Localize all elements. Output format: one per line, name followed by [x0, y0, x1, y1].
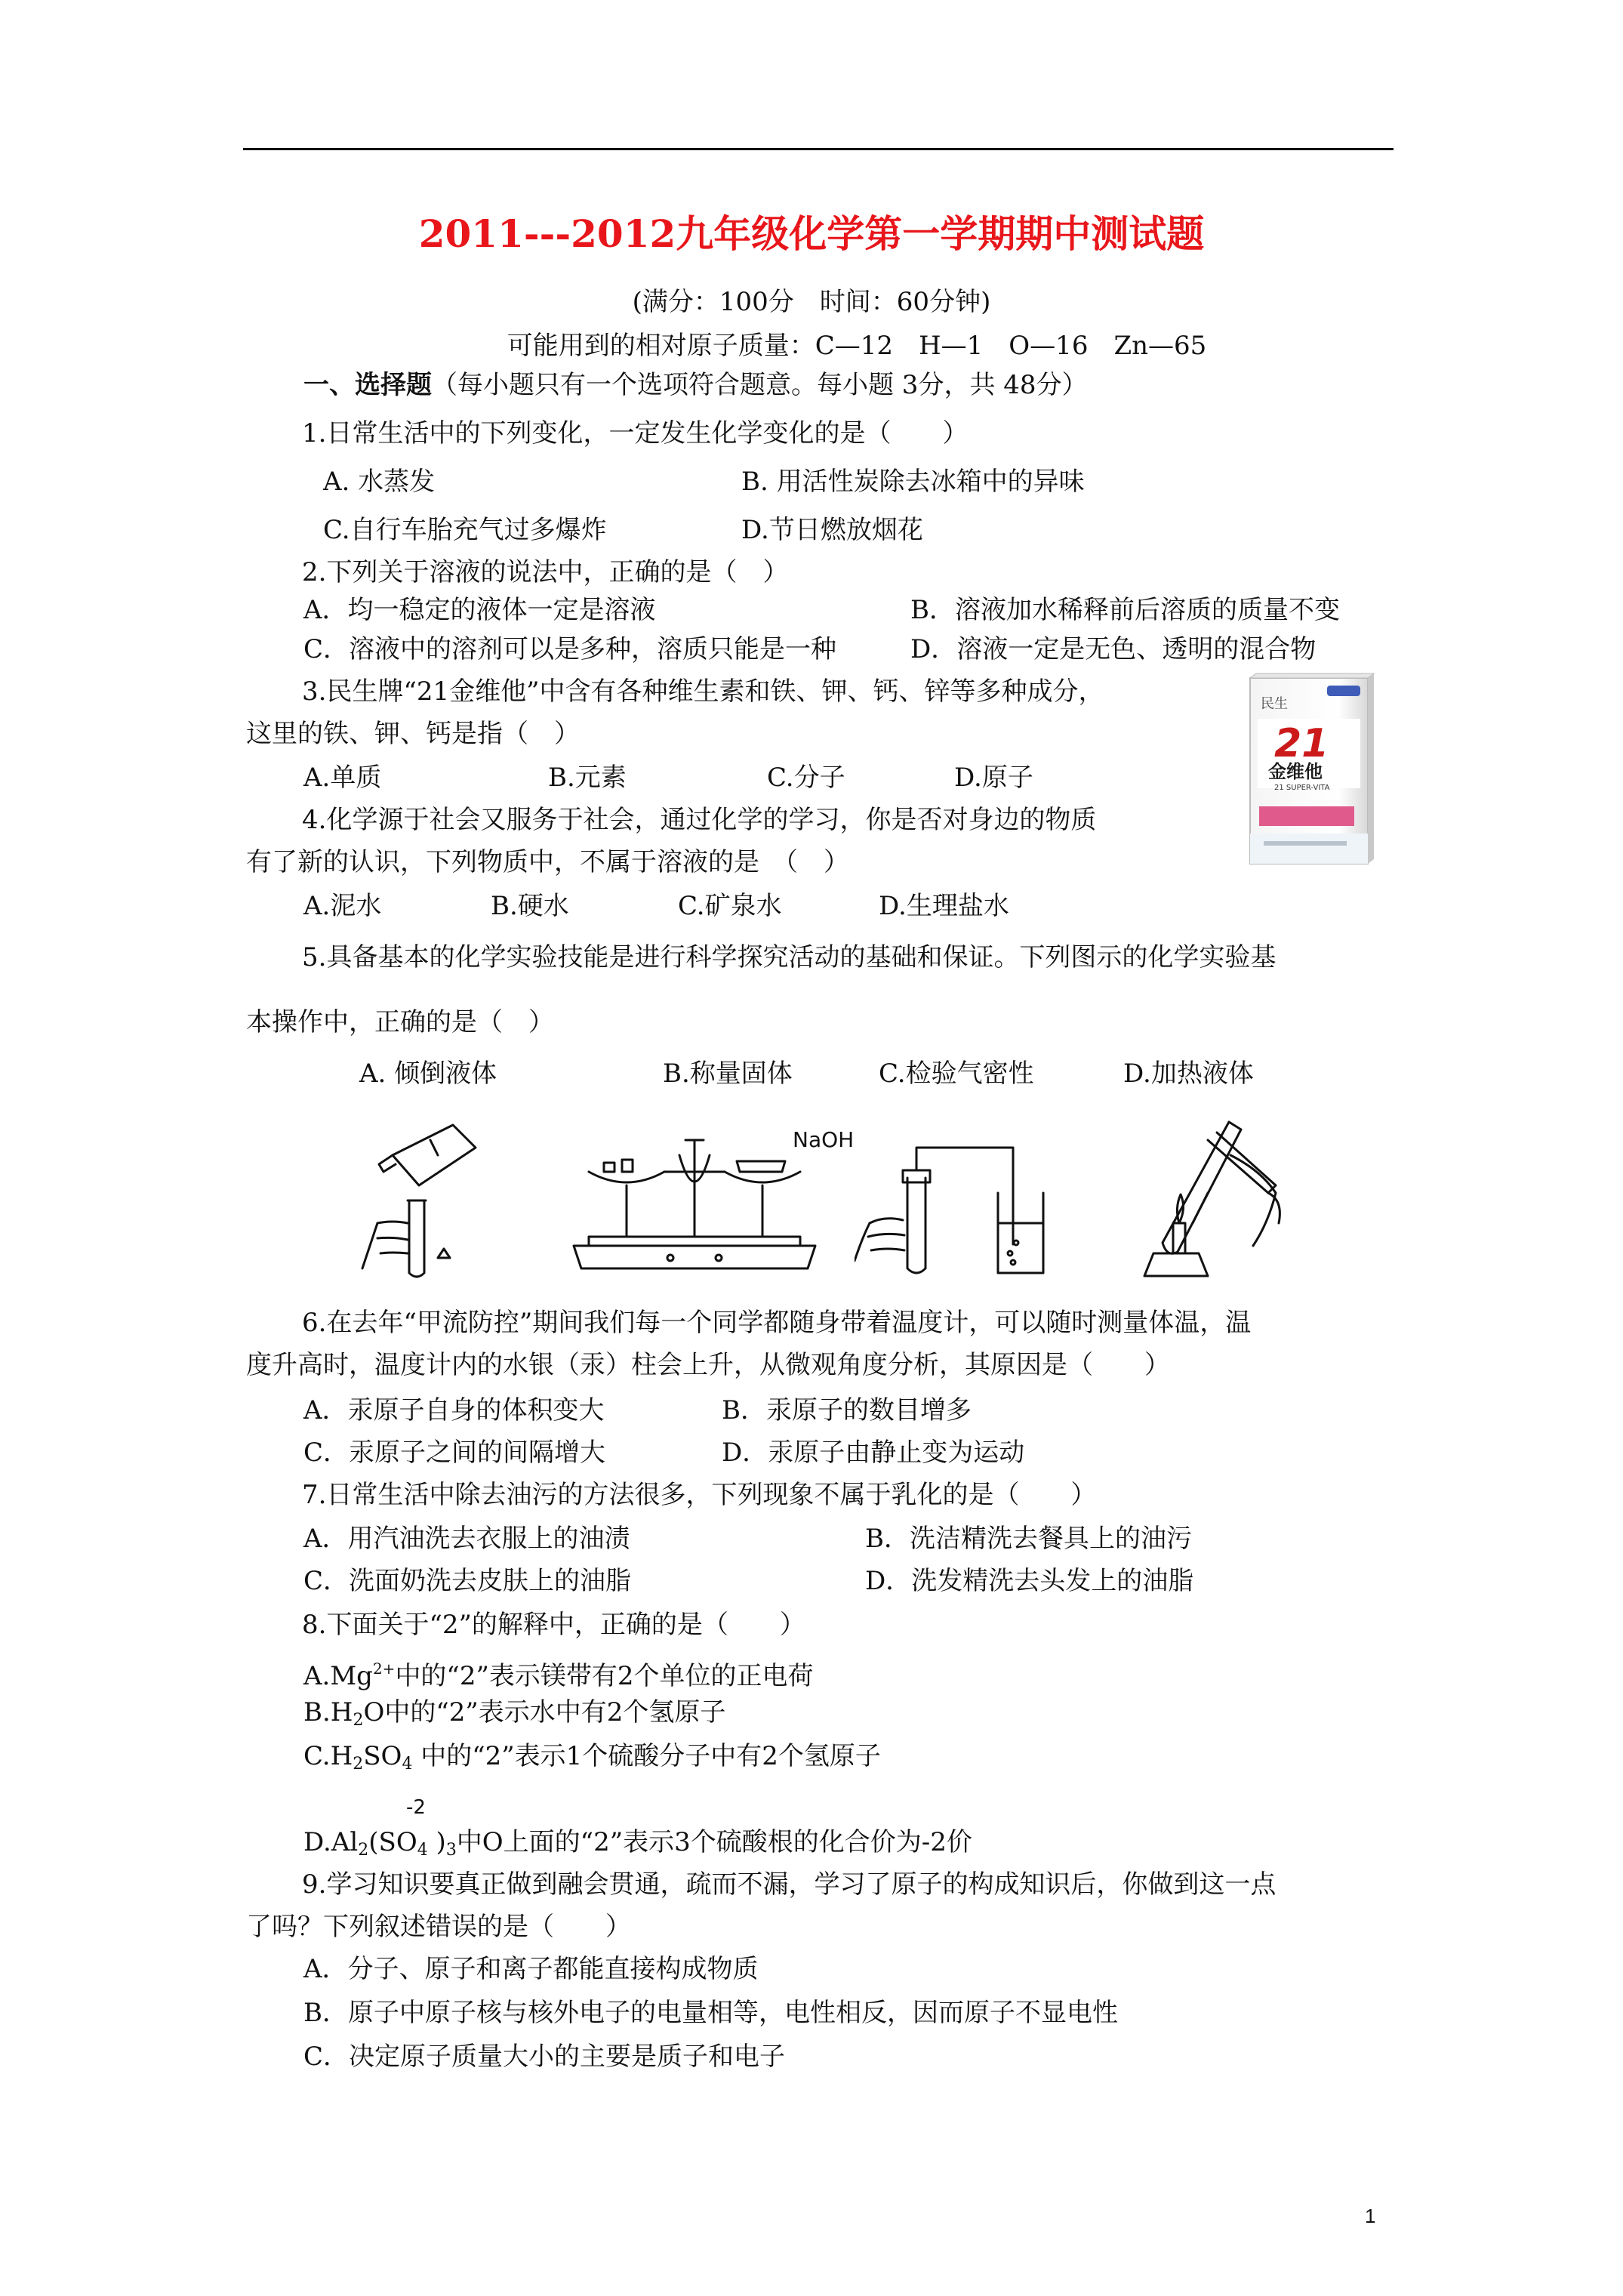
q8-a-text: 中的“2”表示镁带有2个单位的正电荷: [395, 1661, 814, 1691]
q7-option-d: D．洗发精洗去头发上的油脂: [865, 1566, 1194, 1596]
q3-option-d: D.原子: [954, 763, 1033, 793]
page-title: 2011---2012九年级化学第一学期期中测试题: [418, 211, 1205, 256]
figure-pouring-liquid: [347, 1110, 498, 1291]
package-number: 21: [1274, 721, 1329, 766]
q2-option-b: B．溶液加水稀释前后溶质的质量不变: [910, 595, 1340, 625]
q8-option-c: [303, 1740, 881, 1781]
section-heading: [303, 368, 1088, 402]
q8-c-formula: C.H: [303, 1741, 353, 1771]
q1-option-d: D.节日燃放烟花: [741, 515, 923, 545]
q9-option-b: B．原子中原子核与核外电子的电量相等，电性相反，因而原子不显电性: [303, 1998, 1118, 2028]
q2-option-c: C．溶液中的溶剂可以是多种，溶质只能是一种: [303, 634, 837, 664]
q3-option-a: A.单质: [303, 763, 382, 793]
q8-d-subscript-2: 4: [417, 1841, 428, 1860]
q7-option-a: A．用汽油洗去衣服上的油渍: [303, 1524, 630, 1554]
q1-option-c: C.自行车胎充气过多爆炸: [323, 515, 607, 545]
q8-d-subscript-1: 2: [358, 1841, 369, 1860]
package-en: 21 SUPER-VITA: [1274, 784, 1330, 792]
q3-option-c: C.分子: [767, 763, 845, 793]
q5-option-b: B.称量固体: [663, 1059, 793, 1089]
q6-option-c: C．汞原子之间的间隔增大: [303, 1438, 606, 1468]
header-rule: [243, 148, 1394, 150]
q4-stem-line1: 4.化学源于社会又服务于社会，通过化学的学习，你是否对身边的物质: [302, 805, 1097, 835]
q7-stem: 7.日常生活中除去油污的方法很多，下列现象不属于乳化的是（ ）: [302, 1480, 1097, 1510]
vitamin-package-image: [1244, 672, 1378, 870]
q8-d-valence: -2: [406, 1796, 426, 1819]
q2-option-a: A．均一稳定的液体一定是溶液: [303, 595, 656, 625]
q8-b-subscript: 2: [353, 1711, 364, 1730]
q8-c-subscript-2: 4: [402, 1755, 413, 1774]
q8-a-formula: A.Mg: [303, 1661, 373, 1691]
q8-c-text: 中的“2”表示1个硫酸分子中有2个氢原子: [412, 1741, 881, 1771]
q5-option-d: D.加热液体: [1123, 1059, 1254, 1089]
figure-airtightness-check: [855, 1110, 1066, 1291]
naoh-label: NaOH: [793, 1127, 855, 1152]
package-name: 金维他: [1268, 761, 1323, 782]
q8-d-subscript-3: 3: [445, 1841, 457, 1860]
q7-option-c: C．洗面奶洗去皮肤上的油脂: [303, 1566, 632, 1596]
q5-stem-line2: 本操作中，正确的是（ ）: [246, 1007, 554, 1037]
q1-stem: 1.日常生活中的下列变化，一定发生化学变化的是（ ）: [302, 418, 969, 448]
q8-stem: 8.下面关于“2”的解释中，正确的是（ ）: [302, 1610, 805, 1640]
q6-stem-line1: 6.在去年“甲流防控”期间我们每一个同学都随身带着温度计，可以随时测量体温，温: [302, 1308, 1252, 1338]
q8-option-d: [303, 1826, 972, 1867]
figure-weighing-solid: [559, 1110, 830, 1291]
q4-option-b: B.硬水: [491, 891, 569, 921]
q8-option-a: [303, 1652, 813, 1693]
q9-option-a: A．分子、原子和离子都能直接构成物质: [303, 1954, 759, 1984]
q4-option-a: A.泥水: [303, 891, 382, 921]
q6-option-b: B．汞原子的数目增多: [722, 1395, 972, 1425]
q1-option-a: A. 水蒸发: [323, 467, 436, 497]
section-note: （每小题只有一个选项符合题意。每小题 3分，共 48分）: [432, 370, 1088, 400]
package-brand: 民生: [1261, 696, 1288, 712]
q3-stem-line1: 3.民生牌“21金维他”中含有各种维生素和铁、钾、钙、锌等多种成分，: [302, 676, 1104, 707]
atomic-masses: 可能用到的相对原子质量：C—12 H—1 O—16 Zn—65: [507, 331, 1207, 361]
q8-c-formula-mid: SO: [363, 1741, 402, 1771]
q8-d-formula: D.Al: [303, 1827, 359, 1857]
page-number: 1: [1365, 2205, 1376, 2227]
q9-stem-line2: 了吗？下列叙述错误的是（ ）: [246, 1912, 631, 1942]
q8-d-text: 中O上面的“2”表示3个硫酸根的化合价为-2价: [456, 1827, 972, 1857]
q3-stem-line2: 这里的铁、钾、钙是指（ ）: [246, 719, 580, 749]
q1-option-b: B. 用活性炭除去冰箱中的异味: [741, 467, 1085, 497]
figure-heating-liquid: [1117, 1110, 1298, 1291]
q3-option-b: B.元素: [548, 763, 627, 793]
section-title: 一、选择题: [303, 370, 432, 400]
q2-option-d: D．溶液一定是无色、透明的混合物: [910, 634, 1317, 664]
q9-option-c: C．决定原子质量大小的主要是质子和电子: [303, 2042, 786, 2072]
q5-option-a: A. 倾倒液体: [359, 1059, 497, 1089]
q6-stem-line2: 度升高时，温度计内的水银（汞）柱会上升，从微观角度分析，其原因是（ ）: [246, 1350, 1170, 1380]
q8-option-b: [303, 1696, 725, 1737]
q5-stem-line1: 5.具备基本的化学实验技能是进行科学探究活动的基础和保证。下列图示的化学实验基: [302, 942, 1277, 972]
q8-c-subscript-1: 2: [353, 1755, 364, 1774]
q7-option-b: B．洗洁精洗去餐具上的油污: [865, 1524, 1192, 1554]
exam-meta: (满分：100分 时间：60分钟): [632, 287, 991, 317]
q2-stem: 2.下列关于溶液的说法中，正确的是（ ）: [302, 557, 789, 587]
q5-option-c: C.检验气密性: [879, 1059, 1034, 1089]
q4-option-d: D.生理盐水: [879, 891, 1009, 921]
q8-d-formula-mid: (SO: [368, 1827, 417, 1857]
q6-option-d: D．汞原子由静止变为运动: [722, 1438, 1025, 1468]
q8-a-charge: 2+: [372, 1660, 396, 1678]
q6-option-a: A．汞原子自身的体积变大: [303, 1395, 605, 1425]
q4-stem-line2: 有了新的认识，下列物质中，不属于溶液的是 （ ）: [246, 847, 849, 877]
q9-stem-line1: 9.学习知识要真正做到融会贯通，疏而不漏，学习了原子的构成知识后，你做到这一点: [302, 1869, 1277, 1900]
q8-b-formula: B.H: [303, 1697, 353, 1727]
q8-d-bracket: ): [427, 1827, 446, 1857]
q4-option-c: C.矿泉水: [678, 891, 782, 921]
q8-b-text: O中的“2”表示水中有2个氢原子: [363, 1697, 726, 1727]
